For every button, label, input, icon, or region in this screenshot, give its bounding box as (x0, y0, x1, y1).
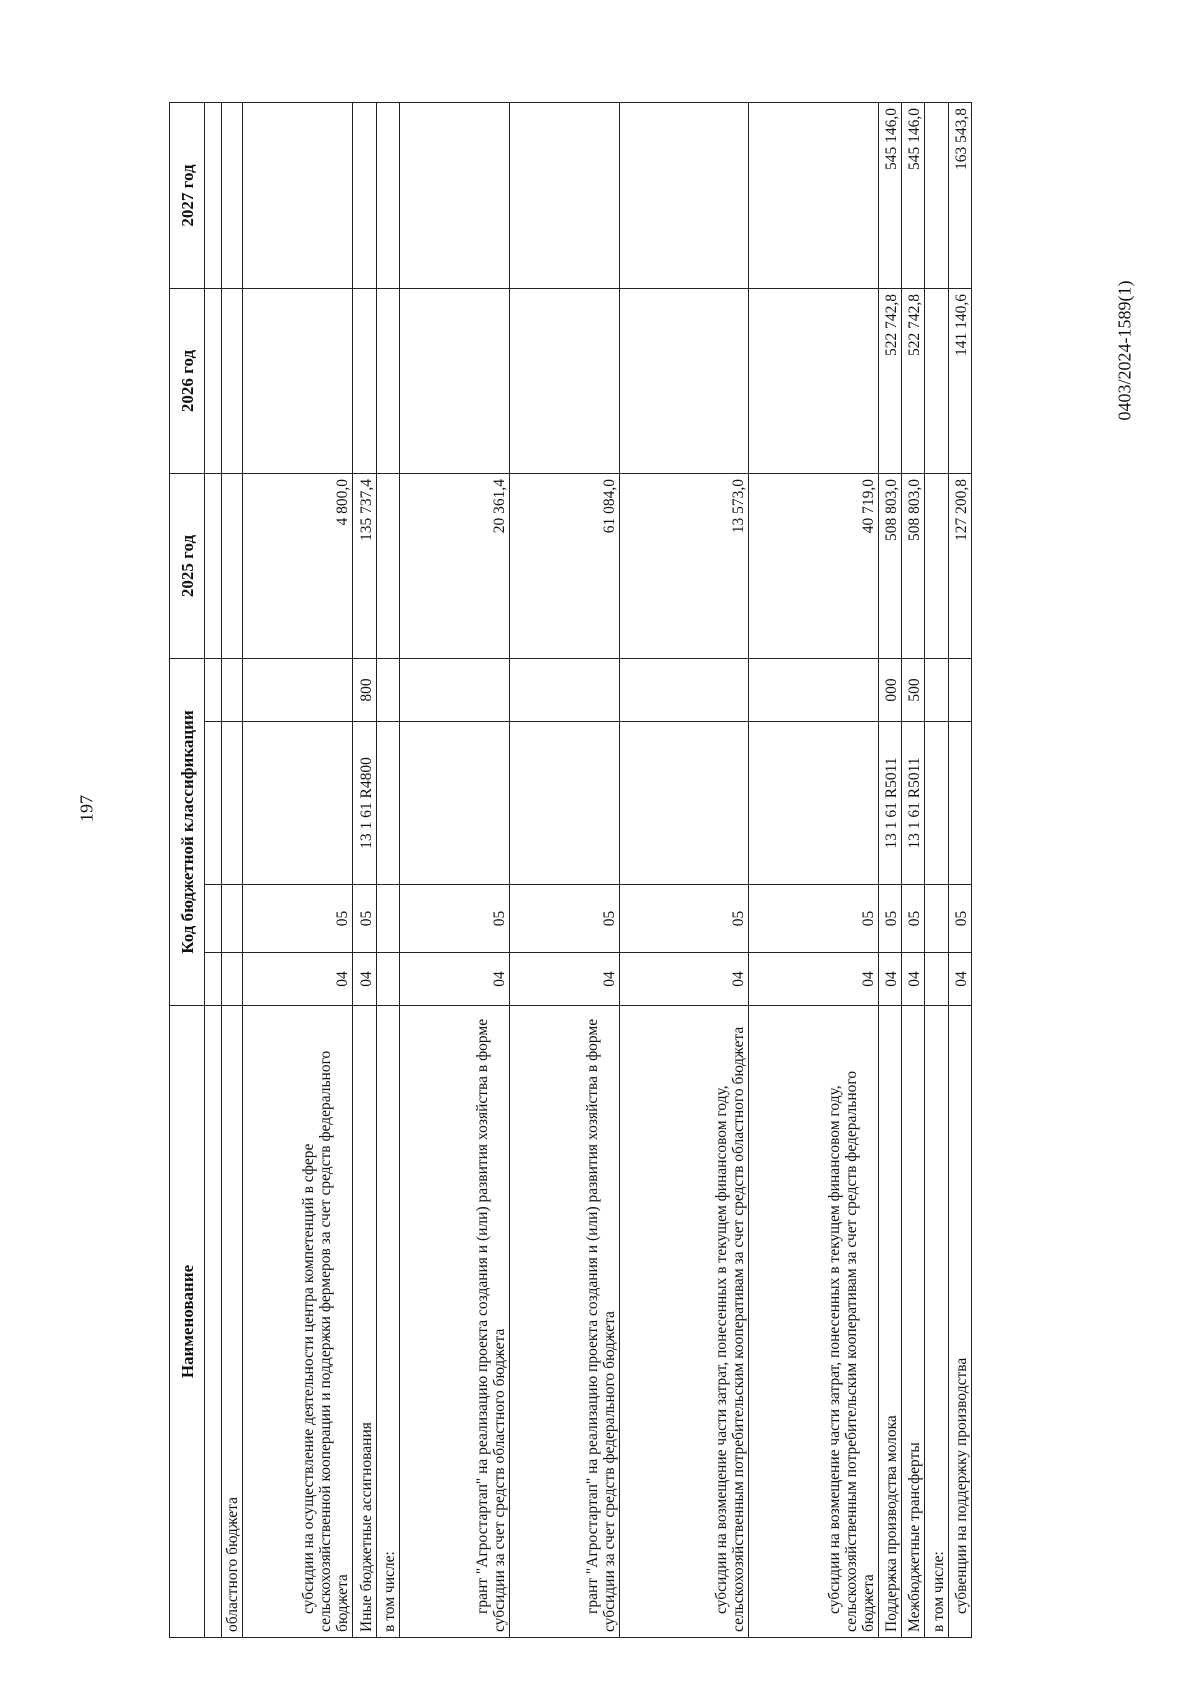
value-2027-cell (510, 103, 620, 289)
value-2027-cell (399, 103, 509, 289)
row-name-cell: грант "Агростартап" на реализацию проекта создания и (или) развития хозяйства в форме субсидии за счет средств федерального бюджета (510, 1006, 620, 1638)
budget-table (169, 102, 972, 1638)
budget-table-rotated (169, 103, 972, 1638)
code-subsection-cell (222, 885, 243, 953)
table-header-row (170, 103, 205, 1638)
code-section-cell: 04 (620, 953, 749, 1006)
value-2025-cell: 40 719,0 (749, 474, 878, 659)
value-2027-cell: 545 146,0 (902, 103, 925, 289)
value-2027-cell: 545 146,0 (878, 103, 901, 289)
table-row (925, 103, 948, 1638)
row-name-cell: областного бюджета (222, 1006, 243, 1638)
value-2027-cell: 163 543,8 (948, 103, 971, 289)
value-2026-cell (925, 289, 948, 474)
value-2027-cell (925, 103, 948, 289)
code-target-cell (948, 722, 971, 885)
code-subsection-cell: 05 (902, 885, 925, 953)
code-target-cell (222, 722, 243, 885)
header-2027: 2027 год (170, 103, 205, 289)
code-subsection-cell: 05 (510, 885, 620, 953)
value-2027-cell (749, 103, 878, 289)
row-name-cell: в том числе: (925, 1006, 948, 1638)
value-2026-cell (222, 289, 243, 474)
code-target-cell (620, 722, 749, 885)
value-2026-cell: 522 742,8 (902, 289, 925, 474)
code-subsection-cell: 05 (749, 885, 878, 953)
table-body (222, 103, 972, 1638)
table-row (376, 103, 399, 1638)
row-name-cell: субсидии на возмещение части затрат, понесенных в текущем финансовом году, сельскохозяйственным потребительским кооперативам за счет средств областного бюджета (620, 1006, 749, 1638)
table-row (399, 103, 509, 1638)
value-2025-cell: 127 200,8 (948, 474, 971, 659)
value-2025-cell: 508 803,0 (902, 474, 925, 659)
code-subsection-cell (925, 885, 948, 953)
code-expense-type-cell (376, 659, 399, 722)
code-section-cell: 04 (948, 953, 971, 1006)
code-subsection-cell: 05 (243, 885, 353, 953)
header-subrow (205, 103, 222, 1638)
budget-table-wrapper (169, 103, 972, 1638)
header-code: Код бюджетной классификации (170, 659, 205, 1006)
code-section-cell: 04 (399, 953, 509, 1006)
code-target-cell (749, 722, 878, 885)
row-name-cell: Межбюджетные трансферты (902, 1006, 925, 1638)
code-section-cell (925, 953, 948, 1006)
table-row (510, 103, 620, 1638)
code-target-cell: 13 1 61 R5011 (878, 722, 901, 885)
table-row (902, 103, 925, 1638)
value-2027-cell (243, 103, 353, 289)
row-name-cell: Поддержка производства молока (878, 1006, 901, 1638)
value-2025-cell (925, 474, 948, 659)
value-2026-cell (620, 289, 749, 474)
code-section-cell: 04 (353, 953, 376, 1006)
table-row (749, 103, 878, 1638)
value-2026-cell (243, 289, 353, 474)
value-2025-cell (222, 474, 243, 659)
code-expense-type-cell: 000 (878, 659, 901, 722)
code-expense-type-cell (925, 659, 948, 722)
value-2025-cell: 508 803,0 (878, 474, 901, 659)
document-code: 0403/2024-1589(1) (1114, 280, 1135, 421)
code-target-cell: 13 1 61 R5011 (902, 722, 925, 885)
table-row (878, 103, 901, 1638)
value-2025-cell (376, 474, 399, 659)
code-section-cell (222, 953, 243, 1006)
code-section-cell: 04 (902, 953, 925, 1006)
value-2025-cell: 4 800,0 (243, 474, 353, 659)
code-target-cell (243, 722, 353, 885)
row-name-cell: Иные бюджетные ассигнования (353, 1006, 376, 1638)
value-2025-cell: 13 573,0 (620, 474, 749, 659)
code-expense-type-cell (399, 659, 509, 722)
code-target-cell (510, 722, 620, 885)
header-2025: 2025 год (170, 474, 205, 659)
value-2026-cell (353, 289, 376, 474)
code-target-cell (376, 722, 399, 885)
table-row (948, 103, 971, 1638)
table-row (353, 103, 376, 1638)
table-row (620, 103, 749, 1638)
code-expense-type-cell (243, 659, 353, 722)
value-2026-cell (376, 289, 399, 474)
code-subsection-cell: 05 (878, 885, 901, 953)
code-section-cell (376, 953, 399, 1006)
code-expense-type-cell (222, 659, 243, 722)
row-name-cell: в том числе: (376, 1006, 399, 1638)
code-section-cell: 04 (878, 953, 901, 1006)
value-2027-cell (222, 103, 243, 289)
code-section-cell: 04 (243, 953, 353, 1006)
row-name-cell: грант "Агростартап" на реализацию проекта создания и (или) развития хозяйства в форме субсидии за счет средств областного бюджета (399, 1006, 509, 1638)
value-2026-cell (399, 289, 509, 474)
code-section-cell: 04 (749, 953, 878, 1006)
code-target-cell (925, 722, 948, 885)
code-subsection-cell: 05 (353, 885, 376, 953)
code-subsection-cell: 05 (620, 885, 749, 953)
value-2026-cell: 522 742,8 (878, 289, 901, 474)
header-2026: 2026 год (170, 289, 205, 474)
code-target-cell (399, 722, 509, 885)
value-2025-cell: 61 084,0 (510, 474, 620, 659)
code-subsection-cell (376, 885, 399, 953)
code-target-cell: 13 1 61 R4800 (353, 722, 376, 885)
code-expense-type-cell (948, 659, 971, 722)
code-expense-type-cell: 800 (353, 659, 376, 722)
value-2025-cell: 135 737,4 (353, 474, 376, 659)
value-2025-cell: 20 361,4 (399, 474, 509, 659)
code-expense-type-cell (620, 659, 749, 722)
header-name: Наименование (170, 1006, 205, 1638)
code-section-cell: 04 (510, 953, 620, 1006)
table-row (243, 103, 353, 1638)
code-subsection-cell: 05 (399, 885, 509, 953)
value-2026-cell (749, 289, 878, 474)
value-2027-cell (376, 103, 399, 289)
code-expense-type-cell: 500 (902, 659, 925, 722)
value-2026-cell (510, 289, 620, 474)
row-name-cell: субвенции на поддержку производства (948, 1006, 971, 1638)
code-subsection-cell: 05 (948, 885, 971, 953)
table-row (222, 103, 243, 1638)
value-2026-cell: 141 140,6 (948, 289, 971, 474)
value-2027-cell (620, 103, 749, 289)
code-expense-type-cell (510, 659, 620, 722)
value-2027-cell (353, 103, 376, 289)
row-name-cell: субсидии на осуществление деятельности центра компетенций в сфере сельскохозяйственной кооперации и поддержки фермеров за счет средств федерального бюджета (243, 1006, 353, 1638)
page-number: 197 (76, 795, 97, 822)
row-name-cell: субсидии на возмещение части затрат, понесенных в текущем финансовом году, сельскохозяйственным потребительским кооперативам за счет средств федерального бюджета (749, 1006, 878, 1638)
code-expense-type-cell (749, 659, 878, 722)
